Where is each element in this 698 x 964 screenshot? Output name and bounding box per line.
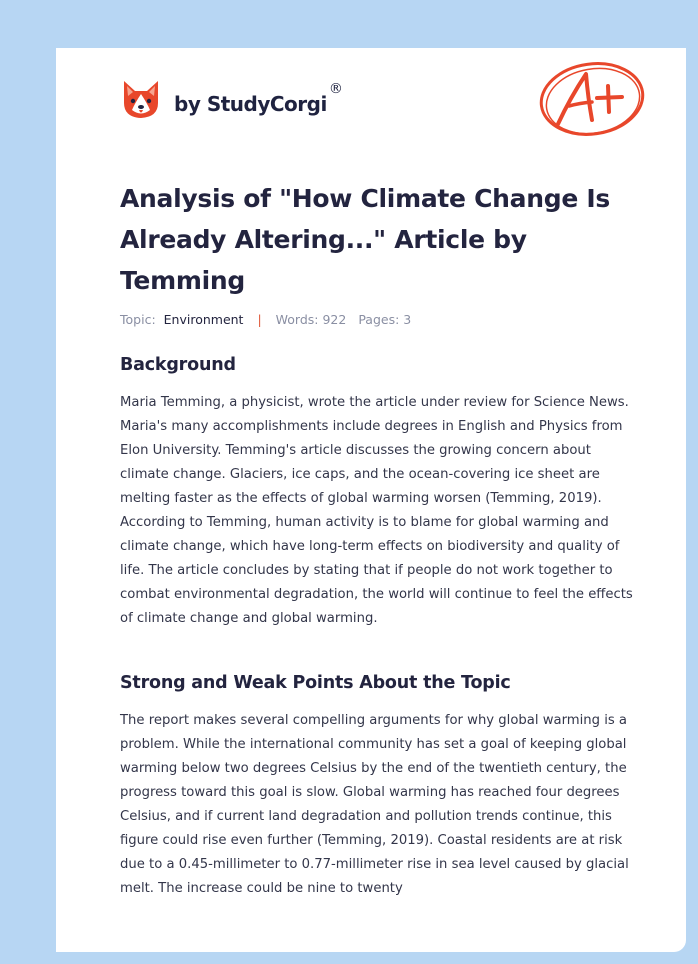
registered-mark: ® (328, 81, 343, 97)
section-heading-background: Background (120, 355, 236, 375)
brand-name: by StudyCorgi (174, 92, 327, 116)
section-heading-strong-weak-points: Strong and Weak Points About the Topic (120, 673, 511, 693)
topic-label: Topic: (120, 312, 156, 327)
corgi-logo-icon (120, 77, 162, 121)
section-body-strong-weak-points: The report makes several compelling arguments for why global warming is a problem. While the international community has set a goal of keeping global warming below two degrees Celsius by the end of the twentieth century, the progress toward this goal is slow. Global warming has reached four degrees Celsius, and if current land degradation and pollution trends continue, this figure could rise even further (Temming, 2019). Coastal residents are at risk due to a 0.45-millimeter to 0.77-millimeter rise in sea level caused by glacial melt. The increase could be nine to twenty (120, 713, 629, 896)
document-page (56, 48, 686, 952)
brand-header[interactable] (120, 74, 343, 124)
document-meta (120, 312, 411, 327)
page-title: Analysis of "How Climate Change Is Already Altering..." Article by Temming (120, 184, 610, 295)
topic-link[interactable]: Environment (163, 312, 244, 327)
section-body-background: Maria Temming, a physicist, wrote the article under review for Science News. Maria's many accomplishments include degrees in English and Physics from Elon University. Temming's article discusses the growing concern about climate change. Glaciers, ice caps, and the ocean-covering ice sheet are melting faster as the effects of global warming worsen (Temming, 2019). According to Temming, human activity is to blame for global warming and climate change, which have long-term effects on biodiversity and quality of life. The article concludes by stating that if people do not work together to combat environmental degradation, the world will continue to feel the effects of climate change and global warming. (120, 395, 633, 626)
grade-a-plus-badge-icon (536, 58, 648, 140)
word-count: Words: 922 (275, 312, 347, 327)
page-count: Pages: 3 (358, 312, 412, 327)
meta-separator: | (257, 312, 262, 327)
